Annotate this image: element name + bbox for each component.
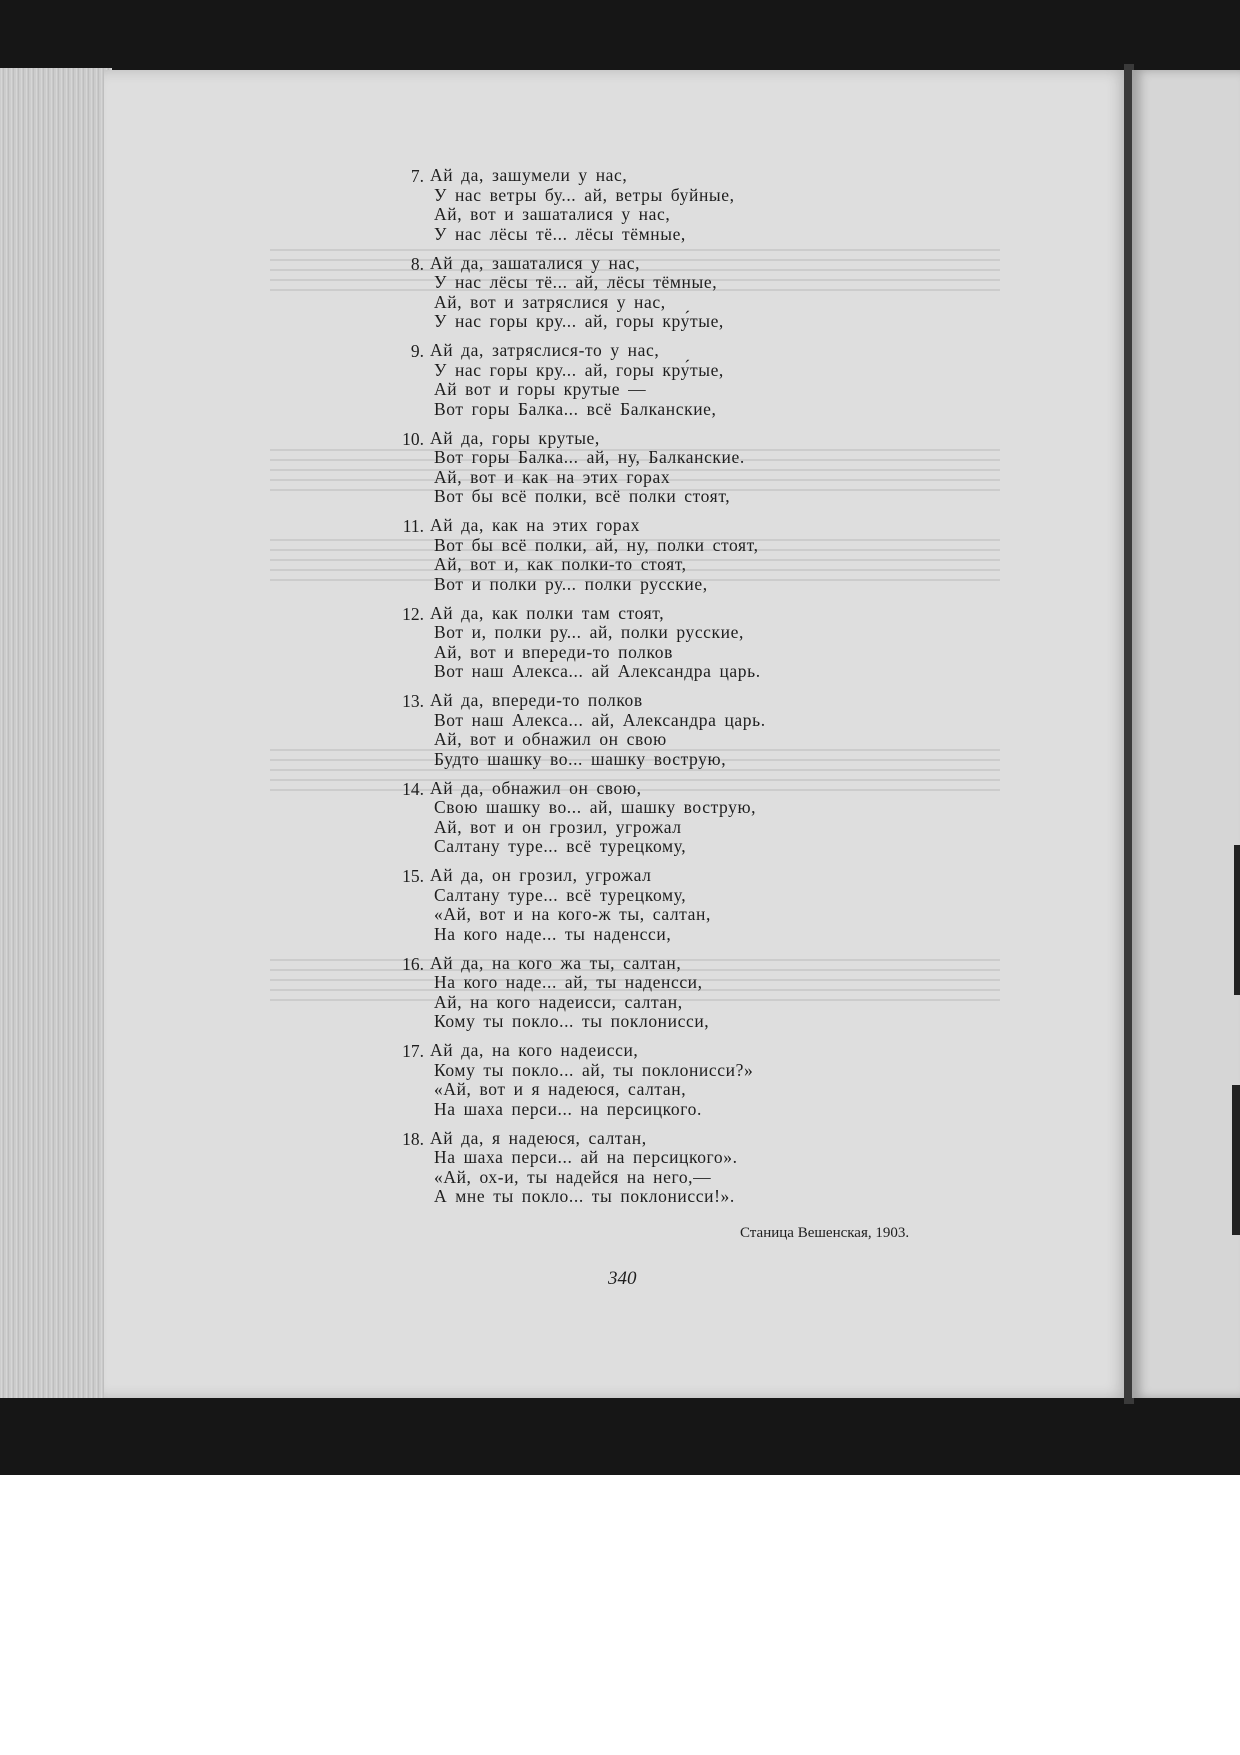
- verse-line: Ай да, как на этих горах: [430, 515, 640, 535]
- verse-line: Ай да, я надеюся, салтан,: [430, 1127, 647, 1148]
- verse-line: Ай да, обнажил он свою,: [430, 777, 642, 798]
- stanza: [402, 690, 990, 769]
- stanza: [410, 340, 990, 419]
- stanza-number: 17.: [402, 1041, 424, 1061]
- verse-line: Ай вот и горы крутые —: [434, 379, 647, 399]
- verse-line: У нас горы кру... ай, горы кру́тые,: [434, 359, 724, 380]
- verse-line: Ай, вот и впереди-то полков: [434, 641, 673, 662]
- stanza-number: 11.: [402, 516, 424, 536]
- stanza: [402, 602, 990, 682]
- verse-line: Ай да, на кого жа ты, салтан,: [430, 952, 682, 973]
- facing-page-edge: [1132, 70, 1240, 1398]
- verse-line: У нас ветры бу... ай, ветры буйные,: [434, 184, 735, 205]
- verse-line: Ай да, затряслися-то у нас,: [430, 340, 660, 360]
- verse-line: У нас горы кру... ай, горы кру́тые,: [434, 311, 724, 331]
- verse-line: Ай да, зашумели у нас,: [430, 165, 628, 185]
- verse-line: Салтану туре... всё турецкому,: [434, 884, 687, 905]
- verse-line: Кому ты покло... ты поклонисси,: [434, 1011, 710, 1031]
- scan-edge-mark: [1234, 845, 1240, 995]
- stanza: [402, 1127, 990, 1207]
- book-page-edges: [0, 68, 112, 1398]
- verse-line: Ай, на кого надеисси, салтан,: [434, 991, 683, 1012]
- verse-line: Ай да, на кого надеисси,: [430, 1040, 639, 1060]
- stanza: [410, 252, 990, 332]
- verse-line: Вот наш Алекса... ай, Александра царь.: [434, 709, 766, 730]
- verse-line: На кого наде... ай, ты наденсси,: [434, 972, 703, 992]
- verse-line: Вот горы Балка... всё Балканские,: [434, 398, 717, 419]
- verse-line: Будто шашку во... шашку вострую,: [434, 748, 727, 769]
- verse-line: Ай, вот и, как полки-то стоят,: [434, 554, 687, 574]
- verse-line: А мне ты покло... ты поклонисси!».: [434, 1186, 735, 1206]
- verse-line: Салтану туре... всё турецкому,: [434, 836, 687, 856]
- stanza-number: 12.: [402, 603, 424, 624]
- stanza-number: 15.: [402, 866, 424, 886]
- verse-line: Ай, вот и он грозил, угрожал: [434, 816, 682, 837]
- stanza-number: 10.: [402, 428, 424, 449]
- page-number: 340: [608, 1268, 637, 1289]
- verse-line: Ай, вот и как на этих горах: [434, 466, 671, 487]
- verse-line: Кому ты покло... ай, ты поклонисси?»: [434, 1059, 754, 1080]
- stanza-number: 14.: [402, 778, 424, 799]
- stanza-number: 13.: [402, 691, 424, 711]
- stanza: [402, 777, 990, 857]
- stanza: [402, 952, 990, 1032]
- stanza-number: 7.: [410, 166, 424, 186]
- stanza-number: 18.: [402, 1128, 424, 1149]
- scan-edge-mark: [1232, 1085, 1240, 1235]
- stanza-number: 16.: [402, 953, 424, 974]
- verse-line: У нас лёсы тё... ай, лёсы тёмные,: [434, 272, 718, 292]
- verse-line: Вот и полки ру... полки русские,: [434, 573, 708, 594]
- verse-line: Вот бы всё полки, всё полки стоят,: [434, 486, 731, 506]
- verse-line: Вот и, полки ру... ай, полки русские,: [434, 622, 744, 642]
- verse-line: Ай да, он грозил, угрожал: [430, 865, 652, 885]
- stanza-number: 8.: [410, 253, 424, 274]
- stanza: [402, 515, 990, 594]
- stanza-number: 9.: [410, 341, 424, 361]
- verse-line: Ай да, как полки там стоят,: [430, 602, 665, 623]
- verse-line: Вот наш Алекса... ай Александра царь.: [434, 661, 761, 681]
- song-attribution: Станица Вешенская, 1903.: [740, 1225, 910, 1241]
- verse-line: «Ай, ох-и, ты надейся на него,—: [434, 1166, 712, 1187]
- stanza: [410, 165, 990, 244]
- verse-line: Ай, вот и зашаталися у нас,: [434, 204, 671, 224]
- verse-line: У нас лёсы тё... лёсы тёмные,: [434, 223, 686, 244]
- song-verses: [402, 165, 990, 1216]
- verse-line: Ай, вот и затряслися у нас,: [434, 291, 666, 312]
- stanza: [402, 865, 990, 944]
- verse-line: Свою шашку во... ай, шашку вострую,: [434, 797, 757, 817]
- verse-line: Ай, вот и обнажил он свою: [434, 729, 667, 749]
- verse-line: «Ай, вот и на кого-ж ты, салтан,: [434, 904, 711, 924]
- stanza: [402, 427, 990, 507]
- verse-line: Вот горы Балка... ай, ну, Балканские.: [434, 447, 745, 467]
- verse-line: На шаха перси... ай на персицкого».: [434, 1147, 738, 1167]
- verse-line: Ай да, впереди-то полков: [430, 690, 643, 710]
- verse-line: Ай да, горы крутые,: [430, 427, 600, 448]
- verse-line: На шаха перси... на персицкого.: [434, 1098, 702, 1119]
- verse-line: Ай да, зашаталися у нас,: [430, 252, 641, 273]
- verse-line: На кого наде... ты наденсси,: [434, 923, 672, 944]
- stanza: [402, 1040, 990, 1119]
- verse-line: Вот бы всё полки, ай, ну, полки стоят,: [434, 534, 759, 555]
- verse-line: «Ай, вот и я надеюся, салтан,: [434, 1079, 687, 1099]
